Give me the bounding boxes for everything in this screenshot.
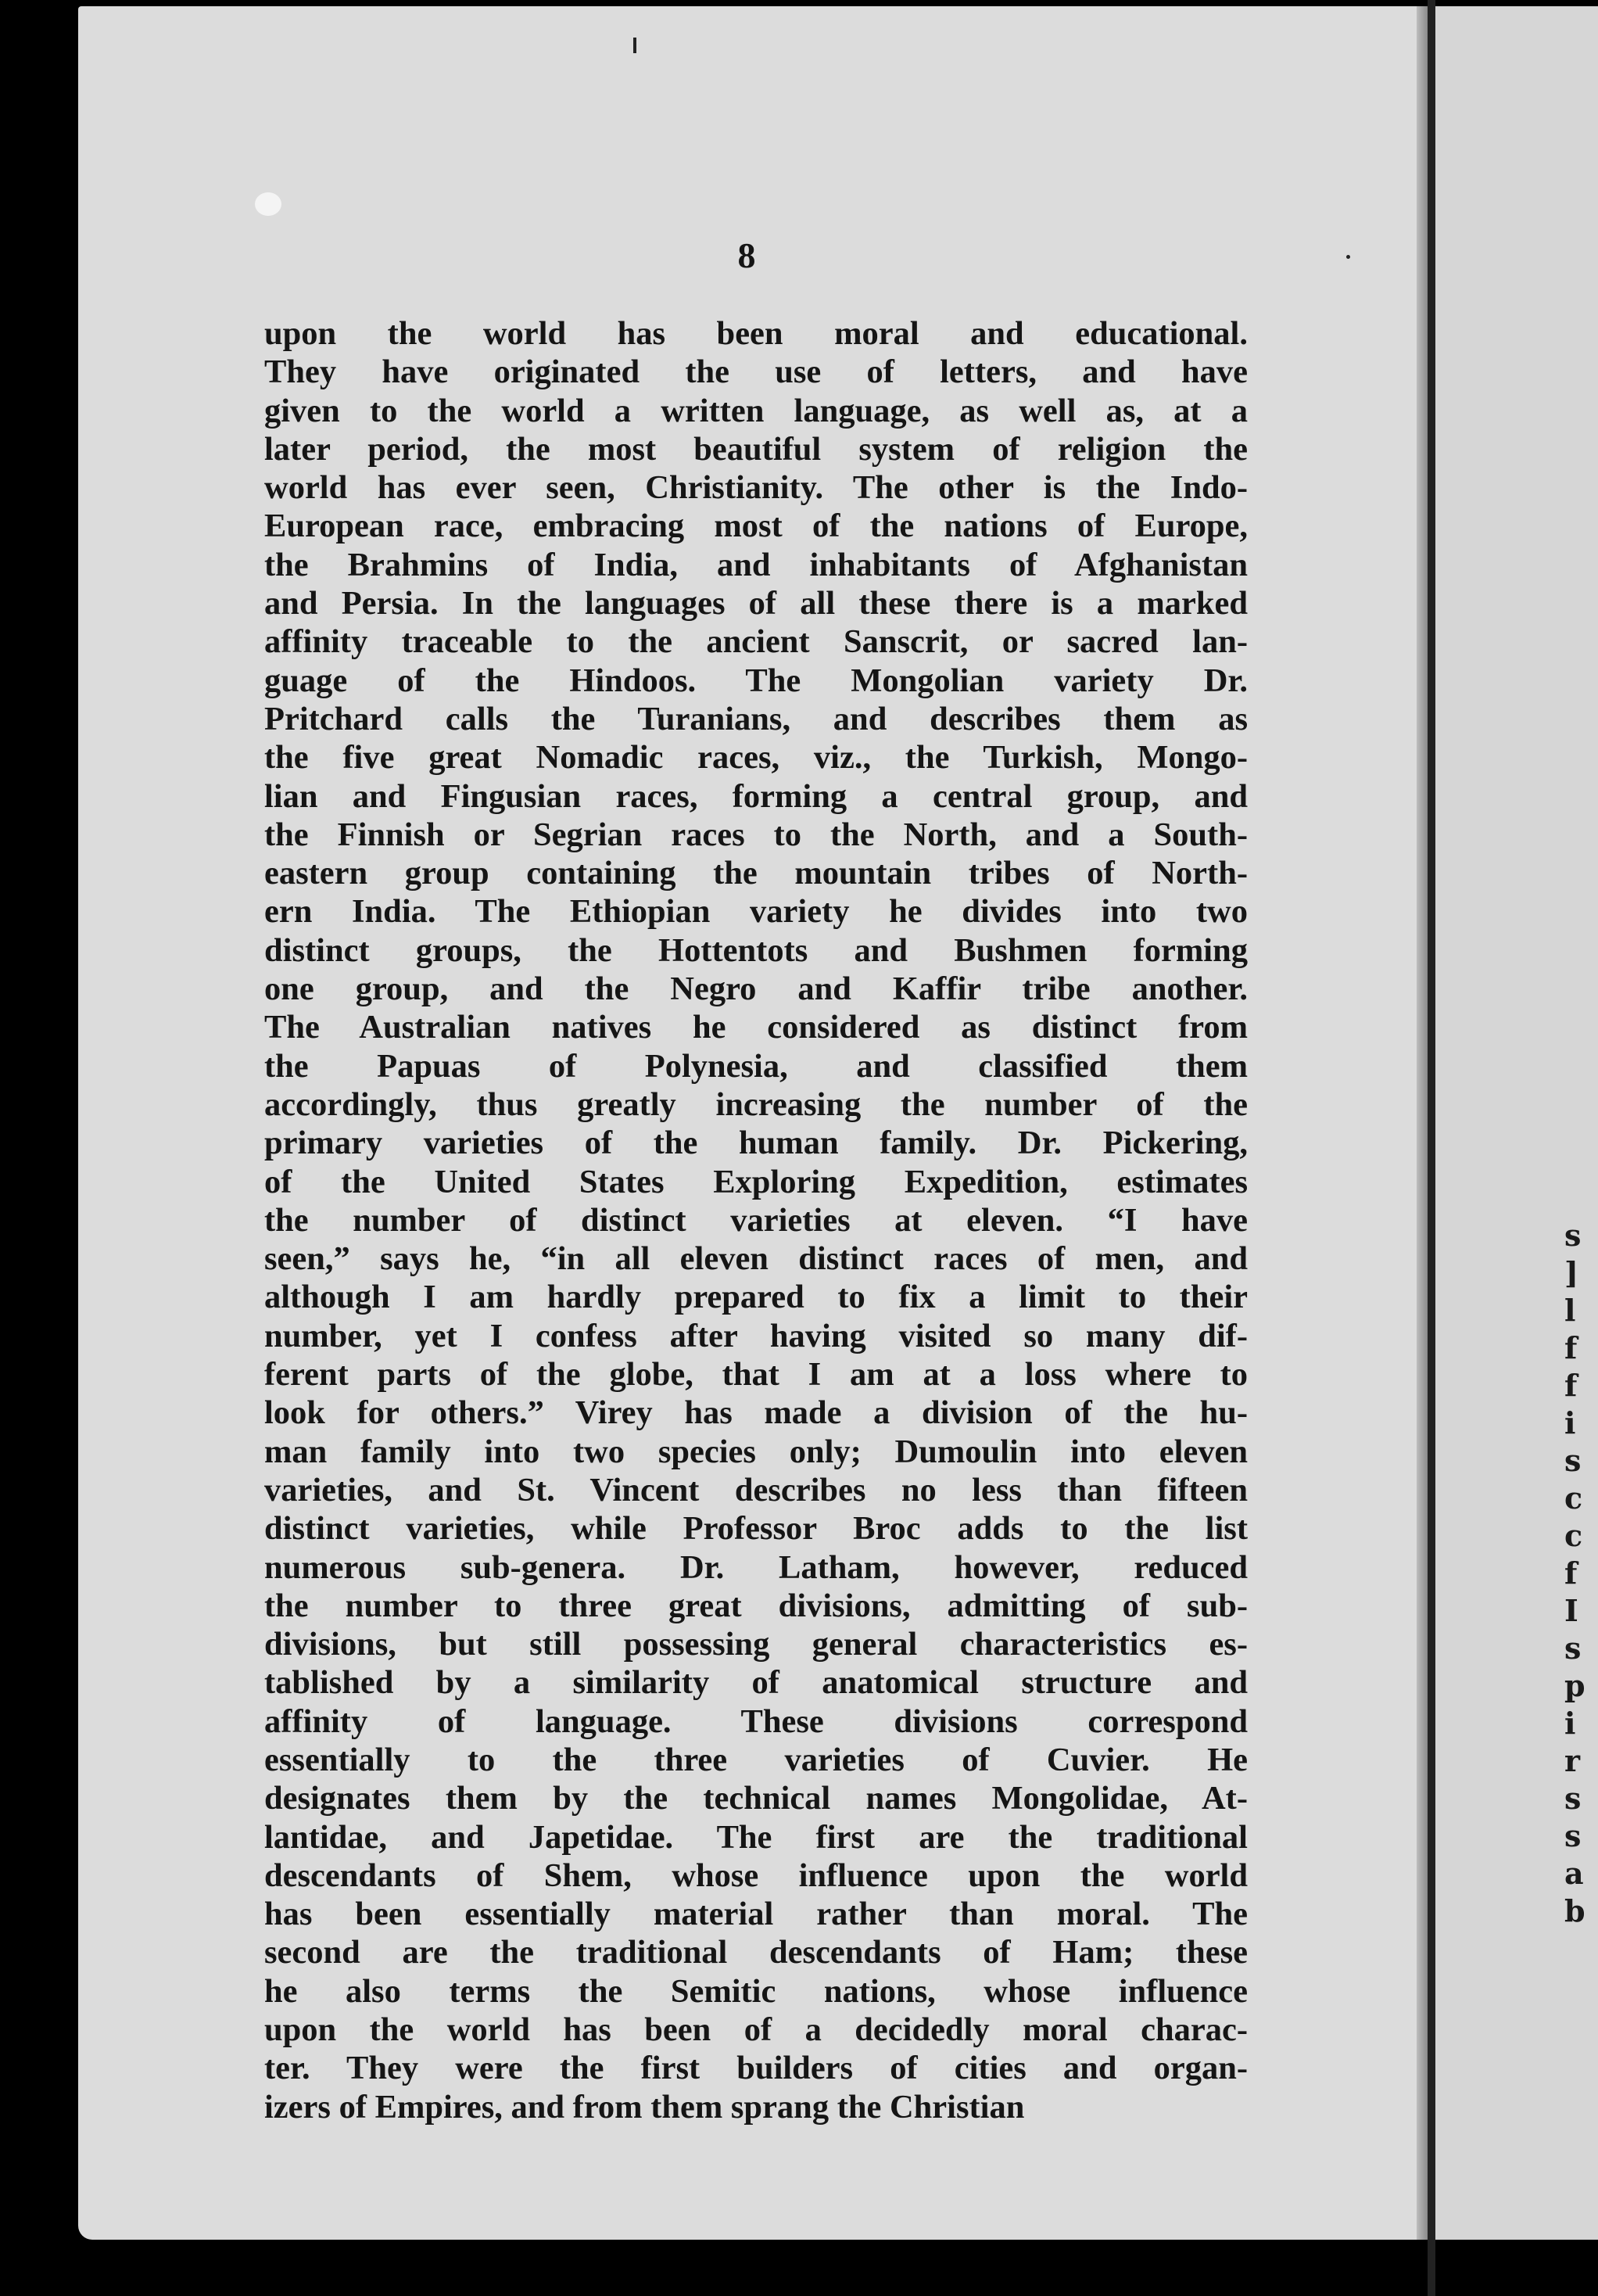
- edge-letter: I: [1564, 1593, 1578, 1628]
- page-number: 8: [737, 235, 756, 275]
- edge-letter: b: [1564, 1893, 1585, 1928]
- edge-letter: f: [1564, 1555, 1578, 1591]
- edge-letter: a: [1564, 1856, 1584, 1891]
- text-line: lian and Fingusian races, forming a central group, and: [264, 777, 1248, 815]
- text-line: accordingly, thus greatly increasing the number of the: [264, 1085, 1248, 1123]
- text-line: essentially to the three varieties of Cuvier. He: [264, 1741, 1248, 1778]
- text-line: the Papuas of Polynesia, and classified them: [264, 1047, 1248, 1085]
- text-line: the Brahmins of India, and inhabitants of Afghanistan: [264, 546, 1248, 583]
- text-line: eastern group containing the mountain tribes of North-: [264, 855, 1248, 892]
- edge-letter: s: [1564, 1631, 1582, 1666]
- text-line: lantidae, and Japetidae. The first are the traditional: [264, 1818, 1248, 1856]
- text-line: The Australian natives he considered as distinct from: [264, 1009, 1248, 1046]
- page-edge-shadow: [1417, 6, 1428, 2240]
- text-line: affinity traceable to the ancient Sanscrit, or sacred lan-: [264, 623, 1248, 661]
- text-line: given to the world a written language, as well as, at a: [264, 392, 1248, 429]
- text-line: second are the traditional descendants of Ham; these: [264, 1934, 1248, 1971]
- text-line: of the United States Exploring Expedition, estimates: [264, 1163, 1248, 1200]
- edge-letter: p: [1564, 1668, 1585, 1703]
- text-line: distinct varieties, while Professor Broc adds to the list: [264, 1510, 1248, 1548]
- text-line: one group, and the Negro and Kaffir tribe another.: [264, 970, 1248, 1008]
- scan-mark: [1346, 255, 1350, 259]
- edge-letter: s: [1564, 1781, 1582, 1816]
- text-line: guage of the Hindoos. The Mongolian variety Dr.: [264, 662, 1248, 699]
- text-line: ern India. The Ethiopian variety he divides into two: [264, 893, 1248, 931]
- text-line: and Persia. In the languages of all these there is a marked: [264, 585, 1248, 622]
- edge-letter: i: [1564, 1405, 1576, 1440]
- text-line: upon the world has been moral and educational.: [264, 315, 1248, 352]
- text-line: man family into two species only; Dumoulin into eleven: [264, 1433, 1248, 1470]
- text-line: although I am hardly prepared to fix a limit to their: [264, 1279, 1248, 1316]
- adjacent-page-edge-letters: [1564, 1217, 1596, 1930]
- text-line: Pritchard calls the Turanians, and describes them as: [264, 700, 1248, 737]
- edge-letter: c: [1564, 1480, 1583, 1516]
- text-line: affinity of language. These divisions correspond: [264, 1702, 1248, 1740]
- edge-letter: f: [1564, 1330, 1578, 1365]
- text-line: tablished by a similarity of anatomical structure and: [264, 1664, 1248, 1702]
- text-line: look for others.” Virey has made a division of the hu-: [264, 1394, 1248, 1432]
- text-line: izers of Empires, and from them sprang the Christian: [264, 2088, 1025, 2126]
- text-line: They have originated the use of letters, and have: [264, 353, 1248, 391]
- text-line: world has ever seen, Christianity. The other is the Indo-: [264, 469, 1248, 507]
- text-line: the five great Nomadic races, viz., the Turkish, Mongo-: [264, 739, 1248, 777]
- adjacent-page: [1435, 6, 1598, 2240]
- text-line: has been essentially material rather than moral. The: [264, 1896, 1248, 1933]
- body-text: [264, 314, 1248, 2126]
- edge-letter: c: [1564, 1518, 1583, 1553]
- text-line: he also terms the Semitic nations, whose influence: [264, 1972, 1248, 2010]
- text-line: descendants of Shem, whose influence upon the world: [264, 1857, 1248, 1894]
- text-line: later period, the most beautiful system of religion the: [264, 430, 1248, 468]
- text-line: seen,” says he, “in all eleven distinct races of men, and: [264, 1240, 1248, 1278]
- text-line: upon the world has been of a decidedly moral charac-: [264, 2011, 1248, 2049]
- edge-letter: l: [1564, 1293, 1576, 1328]
- text-line: ter. They were the first builders of cities and organ-: [264, 2050, 1248, 2087]
- text-line: ferent parts of the globe, that I am at a loss where to: [264, 1356, 1248, 1394]
- text-line: numerous sub-genera. Dr. Latham, however, reduced: [264, 1548, 1248, 1586]
- edge-letter: r: [1564, 1743, 1581, 1778]
- text-line: varieties, and St. Vincent describes no less than fifteen: [264, 1471, 1248, 1509]
- text-line: divisions, but still possessing general characteristics es-: [264, 1626, 1248, 1663]
- book-gutter: [1428, 0, 1435, 2296]
- text-line: number, yet I confess after having visited so many dif-: [264, 1317, 1248, 1354]
- text-line: European race, embracing most of the nations of Europe,: [264, 508, 1248, 545]
- text-line: primary varieties of the human family. Dr. Pickering,: [264, 1125, 1248, 1162]
- edge-letter: f: [1564, 1368, 1578, 1403]
- text-line: designates them by the technical names Mongolidae, At-: [264, 1780, 1248, 1817]
- edge-letter: s: [1564, 1443, 1582, 1478]
- edge-letter: ]: [1564, 1255, 1578, 1290]
- text-line: the number of distinct varieties at eleven. “I have: [264, 1201, 1248, 1239]
- text-line: the number to three great divisions, admitting of sub-: [264, 1587, 1248, 1624]
- edge-letter: s: [1564, 1818, 1582, 1853]
- edge-letter: s: [1564, 1218, 1582, 1253]
- edge-letter: i: [1564, 1706, 1576, 1741]
- text-line: the Finnish or Segrian races to the North, and a South-: [264, 816, 1248, 853]
- text-line: distinct groups, the Hottentots and Bushmen forming: [264, 931, 1248, 969]
- scan-mark: [633, 38, 636, 53]
- scan-speck: [255, 192, 281, 216]
